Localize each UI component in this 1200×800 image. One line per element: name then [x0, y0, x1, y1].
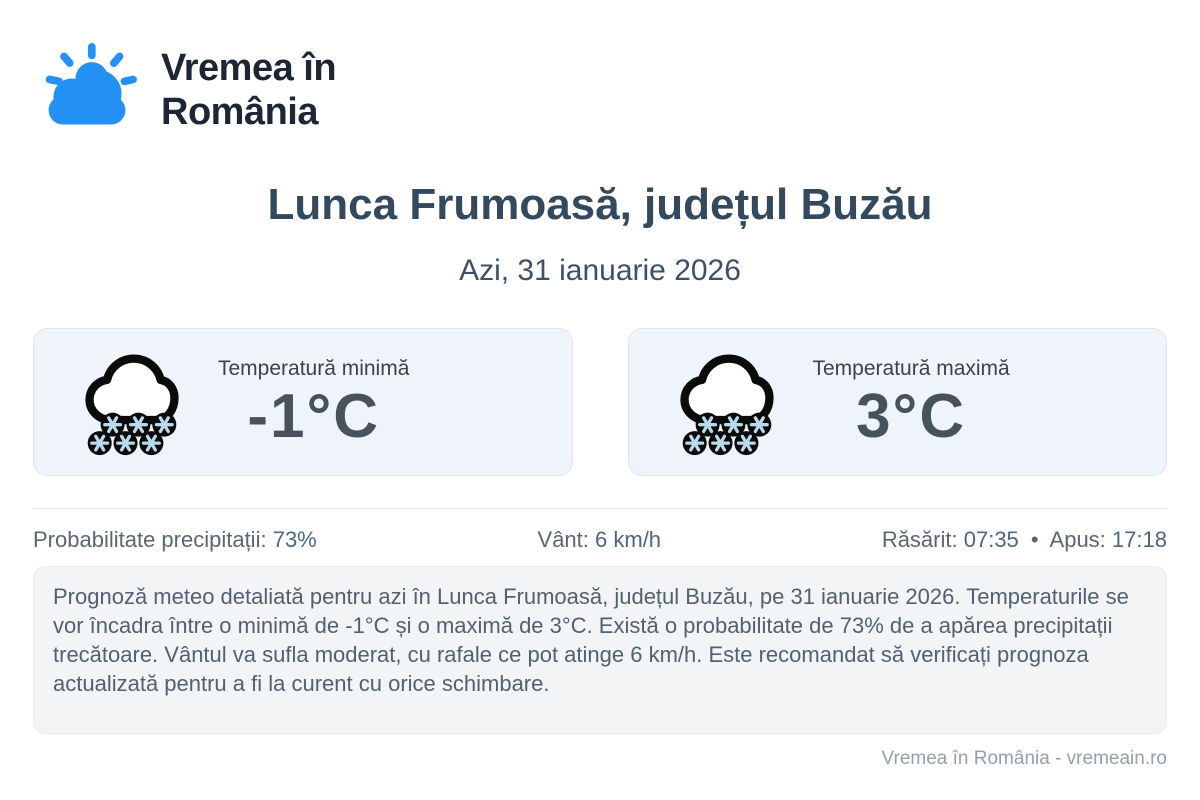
page-title: Lunca Frumoasă, județul Buzău: [267, 180, 933, 229]
min-temperature-value: -1°C: [247, 381, 381, 451]
precipitation-label: Probabilitate precipitații:: [33, 527, 267, 552]
date-subtitle: Azi, 31 ianuarie 2026: [459, 254, 741, 287]
sun-cloud-logo-icon: [37, 42, 137, 138]
wind-stat: [538, 527, 662, 553]
precipitation-value: 73%: [272, 527, 317, 552]
max-temperature-card: [628, 328, 1168, 476]
min-temperature-text: [218, 356, 410, 451]
wind-label: Vânt:: [537, 527, 589, 552]
temperature-cards: [33, 328, 1167, 476]
stats-row: [33, 527, 1167, 553]
section-divider: [33, 508, 1167, 509]
footer-credit: Vremea în România - vremeain.ro: [881, 748, 1167, 769]
brand-header: [37, 40, 1167, 140]
min-temperature-label: Temperatură minimă: [218, 356, 410, 380]
max-temperature-value: 3°C: [856, 381, 967, 451]
max-temperature-text: [812, 356, 1010, 451]
brand-name: [161, 46, 336, 134]
snow-cloud-icon: [72, 348, 192, 457]
brand-name-line1: Vremea în: [161, 46, 337, 89]
min-temperature-card: [33, 328, 573, 476]
sunset-value: 17:18: [1111, 527, 1167, 552]
wind-value: 6 km/h: [595, 527, 662, 552]
sunrise-value: 07:35: [963, 527, 1019, 552]
sunrise-label: Răsărit:: [881, 527, 958, 552]
sun-times-stat: [882, 527, 1167, 553]
brand-name-line2: România: [161, 91, 318, 133]
precipitation-stat: [33, 527, 317, 553]
bullet-separator: •: [1030, 527, 1039, 552]
max-temperature-label: Temperatură maximă: [812, 356, 1010, 380]
sunset-label: Apus:: [1049, 527, 1106, 552]
forecast-summary: Prognoză meteo detaliată pentru azi în Lunca Frumoasă, județul Buzău, pe 31 ianuarie 2026. Temperaturile se vor încadra între o minimă de -1°C și o maximă de 3°C. Există o probabilitate de 73% de a apărea precipitații trecătoare. Vântul va sufla moderat, cu rafale ce pot atinge 6 km/h. Este recomandat să verificați prognoza actualizată pentru a fi la curent cu orice schimbare.: [33, 566, 1167, 734]
snow-cloud-icon: [667, 348, 787, 457]
